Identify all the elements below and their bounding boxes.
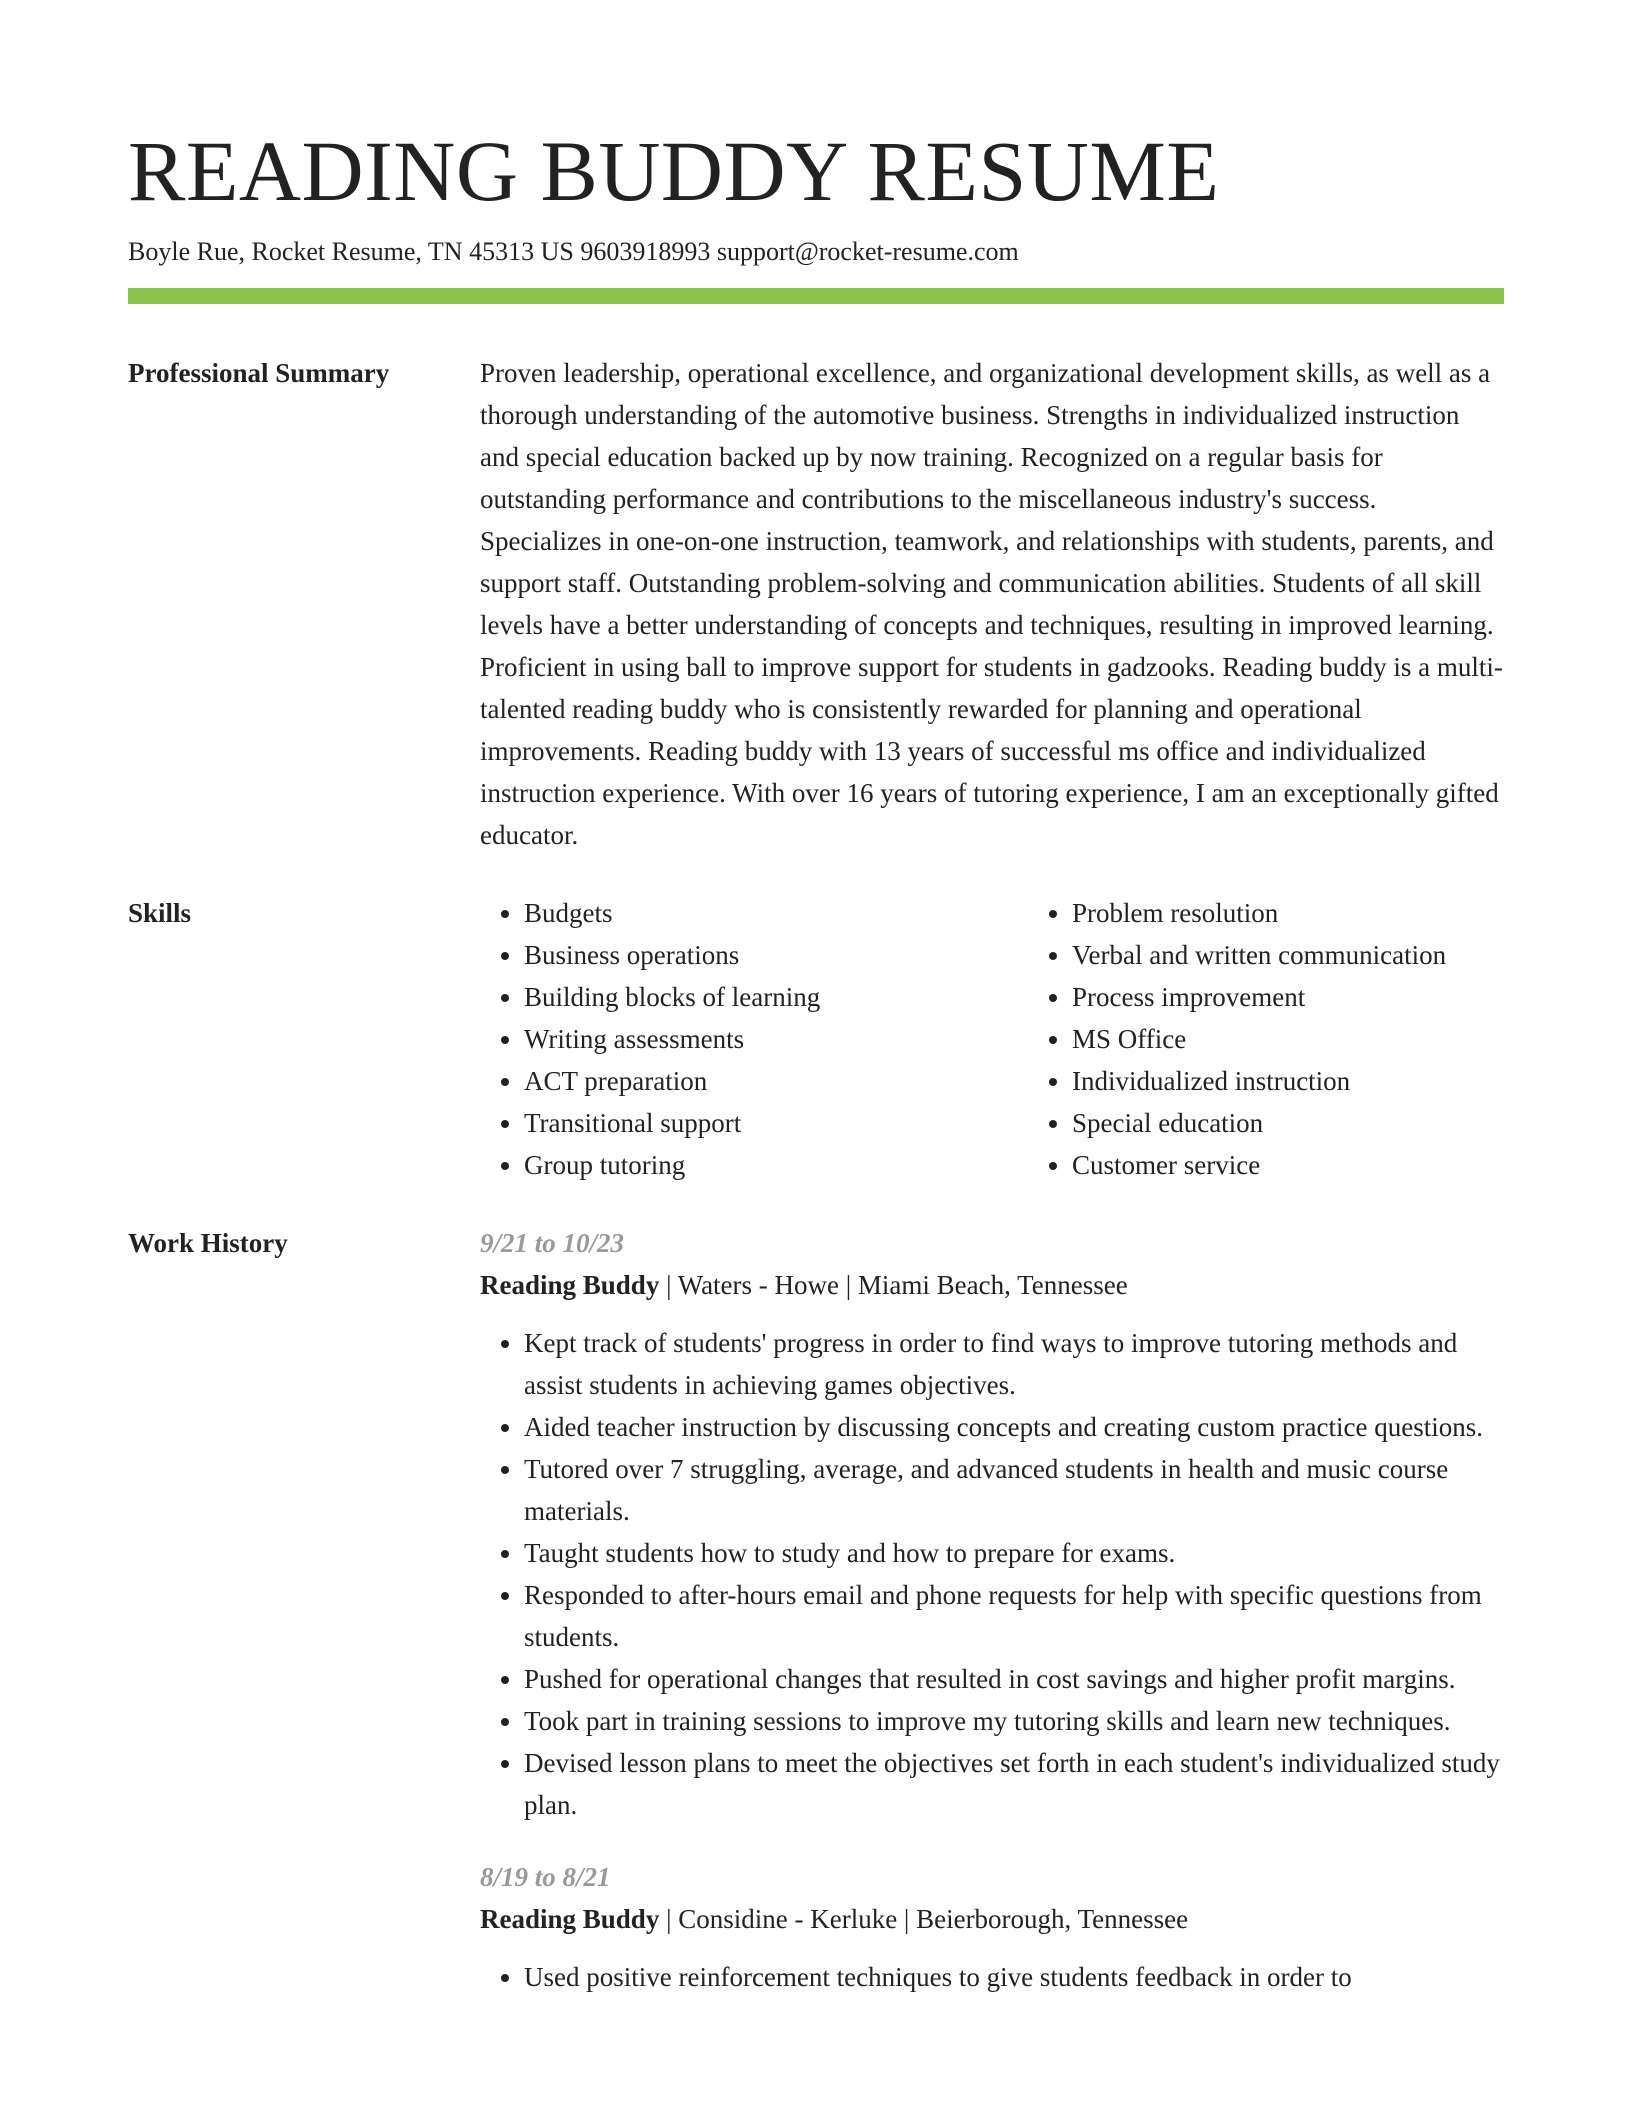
job-title-line — [480, 1264, 1504, 1306]
summary-body — [480, 352, 1504, 856]
skill-item: • Customer service — [1072, 1144, 1576, 1186]
job-role: Reading Buddy — [480, 1270, 660, 1300]
skill-item: • Budgets — [524, 892, 1028, 934]
job-bullet: • Responded to after-hours email and phone requests for help with specific questions from students. — [524, 1574, 1504, 1658]
job-dates: 8/19 to 8/21 — [480, 1862, 611, 1892]
job-bullet: • Took part in training sessions to improve my tutoring skills and learn new techniques. — [524, 1700, 1504, 1742]
job-entry — [480, 1856, 1504, 1998]
work-history-label: Work History — [128, 1228, 288, 1258]
skills-list-right — [1028, 892, 1576, 1186]
job-title-line — [480, 1898, 1504, 1940]
job-bullet-list — [480, 1322, 1504, 1826]
skill-item: • Special education — [1072, 1102, 1576, 1144]
job-details: | Considine - Kerluke | Beierborough, Tennessee — [659, 1904, 1189, 1934]
job-bullet: • Pushed for operational changes that resulted in cost savings and higher profit margins. — [524, 1658, 1504, 1700]
skill-item: • Process improvement — [1072, 976, 1576, 1018]
job-bullet: • Taught students how to study and how to prepare for exams. — [524, 1532, 1504, 1574]
job-bullet: • Kept track of students' progress in order to find ways to improve tutoring methods and assist students in achieving games objectives. — [524, 1322, 1504, 1406]
contact-line: Boyle Rue, Rocket Resume, TN 45313 US 9603918993 support@rocket-resume.com — [128, 237, 1019, 266]
job-bullet-list — [480, 1956, 1504, 1998]
work-history-body — [480, 1222, 1504, 2028]
summary-label: Professional Summary — [128, 358, 390, 388]
job-entry — [480, 1222, 1504, 1826]
skill-item: • Business operations — [524, 934, 1028, 976]
skill-item: • Problem resolution — [1072, 892, 1576, 934]
job-bullet: • Aided teacher instruction by discussing concepts and creating custom practice questions. — [524, 1406, 1504, 1448]
skill-item: • Building blocks of learning — [524, 976, 1028, 1018]
summary-section — [128, 352, 1504, 856]
skills-label: Skills — [128, 898, 192, 928]
skill-item: • Writing assessments — [524, 1018, 1028, 1060]
skill-item: • ACT preparation — [524, 1060, 1028, 1102]
skill-item: • Group tutoring — [524, 1144, 1028, 1186]
job-details: | Waters - Howe | Miami Beach, Tennessee — [659, 1270, 1128, 1300]
job-role: Reading Buddy — [480, 1904, 660, 1934]
resume-page — [128, 0, 1504, 2028]
skills-list-left — [480, 892, 1028, 1186]
summary-text: Proven leadership, operational excellence, and organizational development skills, as well as a thorough understanding of the automotive business. Strengths in individualized instruction and special education backed up by now training. Recognized on a regular basis for outstanding performance and contributions to the miscellaneous industry's success. Specializes in one-on-one instruction, teamwork, and relationships with students, parents, and support staff. Outstanding problem-solving and communication abilities. Students of all skill levels have a better understanding of concepts and techniques, resulting in improved learning. Proficient in using ball to improve support for students in gadzooks. Reading buddy is a multi-talented reading buddy who is consistently rewarded for planning and operational improvements. Reading buddy with 13 years of successful ms office and individualized instruction experience. With over 16 years of tutoring experience, I am an exceptionally gifted educator. — [480, 358, 1503, 850]
skills-section — [128, 892, 1504, 1186]
skill-item: • Individualized instruction — [1072, 1060, 1576, 1102]
job-dates: 9/21 to 10/23 — [480, 1228, 625, 1258]
skill-item: • Transitional support — [524, 1102, 1028, 1144]
skills-grid — [480, 892, 1576, 1186]
skills-body — [480, 892, 1576, 1186]
job-bullet: • Used positive reinforcement techniques to give students feedback in order to — [524, 1956, 1504, 1998]
job-bullet: • Devised lesson plans to meet the objectives set forth in each student's individualized study plan. — [524, 1742, 1504, 1826]
work-history-section — [128, 1222, 1504, 2028]
skill-item: • Verbal and written communication — [1072, 934, 1576, 976]
resume-title: READING BUDDY RESUME — [128, 123, 1220, 219]
job-bullet: • Tutored over 7 struggling, average, and advanced students in health and music course materials. — [524, 1448, 1504, 1532]
skill-item: • MS Office — [1072, 1018, 1576, 1060]
accent-divider — [128, 288, 1504, 304]
